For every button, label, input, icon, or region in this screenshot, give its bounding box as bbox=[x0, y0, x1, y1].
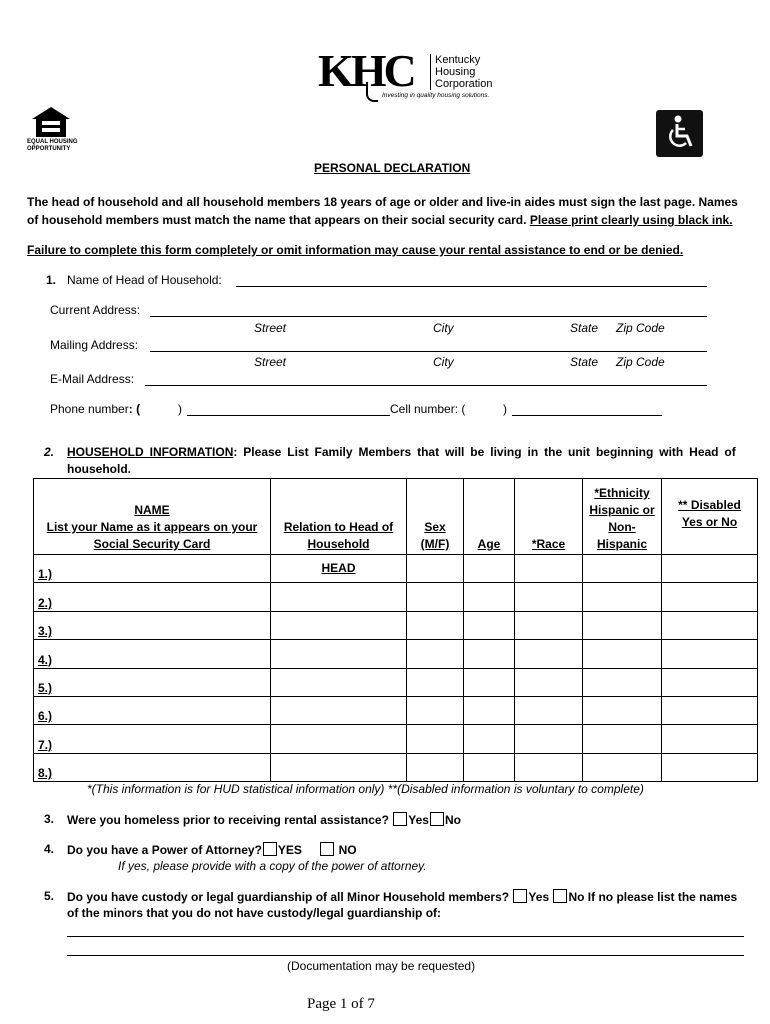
current-address-field[interactable] bbox=[150, 316, 707, 317]
poa-yes-checkbox[interactable] bbox=[263, 842, 277, 856]
section2-number: 2. bbox=[44, 445, 55, 459]
section2-text-line2: household. bbox=[67, 462, 131, 476]
table-row bbox=[34, 696, 758, 724]
section4-number: 4. bbox=[44, 842, 55, 856]
warning-text: Failure to complete this form completely or omit information may cause your rental assistance to end or be denied. bbox=[27, 243, 684, 257]
cell-number-field[interactable] bbox=[512, 415, 662, 416]
equal-housing-label bbox=[27, 139, 78, 153]
relation-cell[interactable] bbox=[271, 725, 407, 753]
disabled-cell[interactable] bbox=[662, 611, 758, 639]
age-cell[interactable] bbox=[464, 583, 515, 611]
col-relation-header bbox=[271, 479, 407, 555]
col-ethnicity-header-line: *Ethnicity bbox=[594, 486, 650, 500]
ethnicity-cell[interactable] bbox=[583, 753, 662, 781]
equal-housing-label-line: EQUAL HOUSING bbox=[27, 139, 78, 145]
race-cell[interactable] bbox=[515, 696, 583, 724]
sex-cell[interactable] bbox=[407, 640, 464, 668]
table-row bbox=[34, 583, 758, 611]
section3-question: Were you homeless prior to receiving rental assistance? bbox=[67, 813, 389, 827]
logo-name-line: Kentucky bbox=[435, 54, 481, 66]
intro-line1: The head of household and all household members 18 years of age or older and live-in aides must sign the last page. Names bbox=[27, 195, 738, 209]
row-number: 6.) bbox=[34, 696, 271, 724]
page-title: PERSONAL DECLARATION bbox=[314, 161, 471, 175]
table-row bbox=[34, 668, 758, 696]
age-cell[interactable] bbox=[464, 640, 515, 668]
row-number: 7.) bbox=[34, 725, 271, 753]
mailing-street-hint: Street bbox=[254, 355, 287, 369]
current-state-hint: State bbox=[570, 321, 599, 335]
logo-name-line: Housing bbox=[435, 66, 476, 78]
current-street-hint: Street bbox=[254, 321, 287, 335]
section2-text: : Please List Family Members that will be living in the unit beginning with Head of bbox=[233, 445, 736, 459]
sex-cell[interactable] bbox=[407, 725, 464, 753]
disabled-cell[interactable] bbox=[662, 555, 758, 583]
head-of-household-field[interactable] bbox=[236, 286, 707, 287]
row-number: 8.) bbox=[34, 753, 271, 781]
equal-housing-label-line: OPPORTUNITY bbox=[27, 146, 71, 152]
disabled-cell[interactable] bbox=[662, 696, 758, 724]
relation-cell[interactable] bbox=[271, 753, 407, 781]
page-number: Page 1 of 7 bbox=[307, 996, 375, 1012]
col-disabled-header-line: ** Disabled bbox=[678, 497, 741, 512]
homeless-no-checkbox[interactable] bbox=[430, 812, 444, 826]
mailing-address-label: Mailing Address: bbox=[50, 338, 139, 352]
section2-heading: HOUSEHOLD INFORMATION bbox=[67, 445, 234, 459]
logo-letters: KHC bbox=[318, 45, 414, 96]
phone-paren-open: : ( bbox=[128, 402, 141, 416]
cell-paren-close: ) bbox=[503, 402, 507, 416]
col-relation-header-line: Relation to Head of bbox=[283, 520, 394, 534]
intro-line2-underlined: Please print clearly using black ink. bbox=[529, 213, 733, 227]
col-ethnicity-header-line: Hispanic or bbox=[589, 503, 655, 517]
custody-yes-checkbox[interactable] bbox=[513, 889, 527, 903]
intro-line2 bbox=[27, 213, 733, 227]
email-label: E-Mail Address: bbox=[50, 372, 135, 386]
section2-intro bbox=[67, 445, 748, 459]
race-cell[interactable] bbox=[515, 753, 583, 781]
equal-housing-icon bbox=[30, 106, 72, 138]
table-row bbox=[34, 725, 758, 753]
row-number: 1.) bbox=[34, 555, 271, 583]
phone-label bbox=[50, 402, 140, 416]
disabled-cell[interactable] bbox=[662, 668, 758, 696]
custody-no-checkbox[interactable] bbox=[553, 889, 567, 903]
wheelchair-icon bbox=[656, 110, 703, 157]
section1-number: 1. bbox=[46, 273, 57, 287]
section5-line2: of the minors that you do not have custody/legal guardianship of: bbox=[67, 906, 442, 920]
phone-paren-close: ) bbox=[178, 402, 182, 416]
relation-cell[interactable] bbox=[271, 696, 407, 724]
relation-cell[interactable] bbox=[271, 668, 407, 696]
relation-cell[interactable]: HEAD bbox=[271, 555, 407, 583]
sex-cell[interactable] bbox=[407, 668, 464, 696]
relation-cell[interactable] bbox=[271, 611, 407, 639]
row-number: 3.) bbox=[34, 611, 271, 639]
section4-question-row bbox=[67, 842, 357, 857]
sex-cell[interactable] bbox=[407, 696, 464, 724]
household-table bbox=[33, 478, 758, 782]
custody-yes-label: Yes bbox=[528, 890, 550, 904]
section4-note: If yes, please provide with a copy of the power of attorney. bbox=[118, 859, 427, 873]
homeless-yes-checkbox[interactable] bbox=[393, 812, 407, 826]
cell-label: Cell number: ( bbox=[390, 402, 466, 416]
age-cell[interactable] bbox=[464, 725, 515, 753]
logo-tagline: Investing in quality housing solutions. bbox=[382, 92, 490, 99]
col-ethnicity-header-line: Non- bbox=[608, 520, 636, 534]
col-disabled-header-line: Yes or No bbox=[681, 514, 738, 529]
homeless-yes-label: Yes bbox=[408, 813, 429, 827]
col-name-header-line: List your Name as it appears on your bbox=[46, 520, 258, 534]
race-cell[interactable] bbox=[515, 668, 583, 696]
col-name-header bbox=[34, 479, 271, 555]
table-row bbox=[34, 753, 758, 781]
mailing-address-field[interactable] bbox=[150, 351, 707, 352]
col-name-header-line: Social Security Card bbox=[93, 537, 211, 551]
head-of-household-label: Name of Head of Household: bbox=[67, 273, 222, 287]
disabled-cell[interactable] bbox=[662, 725, 758, 753]
table-row bbox=[34, 555, 758, 583]
sex-cell[interactable] bbox=[407, 611, 464, 639]
email-field[interactable] bbox=[145, 385, 707, 386]
table-row bbox=[34, 640, 758, 668]
disabled-cell[interactable] bbox=[662, 640, 758, 668]
table-footnote: *(This information is for HUD statistical information only) **(Disabled information is voluntary to complete) bbox=[87, 782, 644, 796]
col-race-header: *Race bbox=[515, 479, 583, 555]
col-sex-header-line: Sex bbox=[424, 520, 446, 534]
col-disabled-header bbox=[662, 479, 758, 555]
age-cell[interactable] bbox=[464, 555, 515, 583]
table-row bbox=[34, 611, 758, 639]
current-zip-hint: Zip Code bbox=[616, 321, 665, 335]
ethnicity-cell[interactable] bbox=[583, 640, 662, 668]
ethnicity-cell[interactable] bbox=[583, 583, 662, 611]
sex-cell[interactable] bbox=[407, 583, 464, 611]
ethnicity-cell[interactable] bbox=[583, 555, 662, 583]
disabled-cell[interactable] bbox=[662, 753, 758, 781]
ethnicity-cell[interactable] bbox=[583, 611, 662, 639]
age-cell[interactable] bbox=[464, 696, 515, 724]
disabled-cell[interactable] bbox=[662, 583, 758, 611]
age-cell[interactable] bbox=[464, 611, 515, 639]
minors-names-field-1[interactable] bbox=[67, 936, 744, 937]
section5-question: Do you have custody or legal guardianship of all Minor Household members? bbox=[67, 890, 510, 904]
logo-swoop bbox=[366, 82, 378, 102]
col-ethnicity-header-line: Hispanic bbox=[596, 537, 647, 551]
col-age-header: Age bbox=[464, 479, 515, 555]
mailing-city-hint: City bbox=[433, 355, 454, 369]
ethnicity-cell[interactable] bbox=[583, 668, 662, 696]
mailing-zip-hint: Zip Code bbox=[616, 355, 665, 369]
mailing-state-hint: State bbox=[570, 355, 599, 369]
section5-question-row bbox=[67, 889, 737, 904]
section4-question: Do you have a Power of Attorney? bbox=[67, 843, 262, 857]
homeless-no-label: No bbox=[444, 813, 461, 827]
logo-divider bbox=[430, 54, 431, 90]
sex-cell[interactable] bbox=[407, 555, 464, 583]
section3-number: 3. bbox=[44, 812, 55, 826]
phone-number-field[interactable] bbox=[187, 415, 390, 416]
minors-names-field-2[interactable] bbox=[67, 955, 744, 956]
row-number: 2.) bbox=[34, 583, 271, 611]
ethnicity-cell[interactable] bbox=[583, 725, 662, 753]
col-relation-header-line: Household bbox=[307, 537, 370, 551]
section5-number: 5. bbox=[44, 889, 55, 903]
ethnicity-cell[interactable] bbox=[583, 696, 662, 724]
custody-no-label: No If no please list the names bbox=[568, 890, 738, 904]
sex-cell[interactable] bbox=[407, 753, 464, 781]
age-cell[interactable] bbox=[464, 668, 515, 696]
race-cell[interactable] bbox=[515, 611, 583, 639]
relation-cell[interactable] bbox=[271, 583, 407, 611]
row-number: 4.) bbox=[34, 640, 271, 668]
col-sex-header-line: (M/F) bbox=[420, 537, 450, 551]
row-number: 5.) bbox=[34, 668, 271, 696]
poa-no-checkbox[interactable] bbox=[320, 842, 334, 856]
col-name-header-line: NAME bbox=[134, 503, 170, 517]
logo-name bbox=[435, 54, 492, 90]
table-header-row bbox=[34, 479, 758, 555]
current-address-label: Current Address: bbox=[50, 303, 141, 317]
intro-line2-plain: of household members must match the name that appears on their social security card. bbox=[27, 213, 530, 227]
age-cell[interactable] bbox=[464, 753, 515, 781]
phone-label-text: Phone number bbox=[50, 402, 129, 416]
relation-cell[interactable] bbox=[271, 640, 407, 668]
race-cell[interactable] bbox=[515, 725, 583, 753]
race-cell[interactable] bbox=[515, 640, 583, 668]
col-sex-header bbox=[407, 479, 464, 555]
race-cell[interactable] bbox=[515, 555, 583, 583]
section3-question-row bbox=[67, 812, 461, 827]
poa-yes-label: YES bbox=[277, 843, 302, 857]
race-cell[interactable] bbox=[515, 583, 583, 611]
logo-name-line: Corporation bbox=[435, 78, 493, 90]
current-city-hint: City bbox=[433, 321, 454, 335]
documentation-note: (Documentation may be requested) bbox=[287, 959, 476, 973]
poa-no-label: NO bbox=[338, 843, 357, 857]
col-ethnicity-header bbox=[583, 479, 662, 555]
